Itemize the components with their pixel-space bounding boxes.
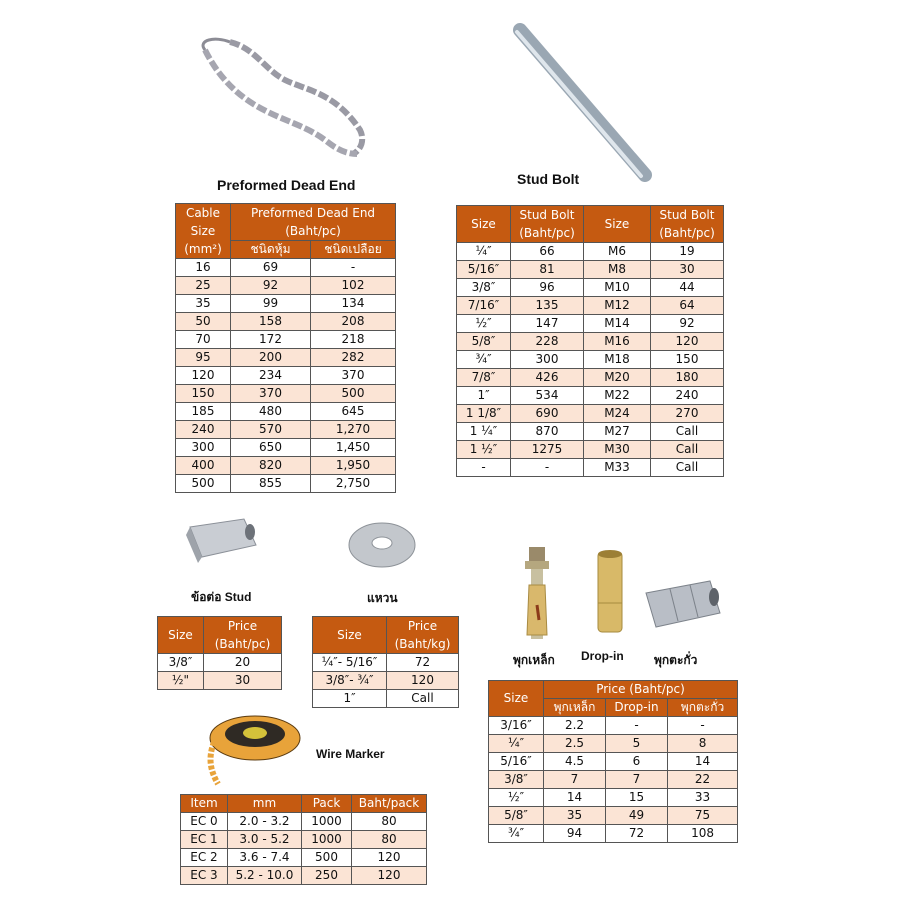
cell-cable-size: 25 — [176, 277, 231, 295]
cell-price-inch: 96 — [511, 279, 584, 297]
stud-bolt-caption: Stud Bolt — [517, 171, 580, 187]
header-stud-bolt-price-inch: Stud Bolt (Baht/pc) — [511, 206, 584, 243]
header-price: Price (Baht/kg) — [387, 617, 459, 654]
cell-size-metric: M8 — [584, 261, 651, 279]
cell-mm: 3.0 - 5.2 — [228, 831, 302, 849]
table-row — [457, 441, 724, 459]
cell-covered-price: 200 — [231, 349, 311, 367]
cell-cable-size: 240 — [176, 421, 231, 439]
table-row — [489, 807, 738, 825]
cell-size: 5/8″ — [489, 807, 544, 825]
cell-item: EC 2 — [181, 849, 228, 867]
wire-marker-image — [200, 708, 310, 788]
cell-bare-price: 218 — [311, 331, 396, 349]
cell-mm: 5.2 - 10.0 — [228, 867, 302, 885]
header-wedge-anchor: พุกเหล็ก — [544, 699, 606, 717]
table-row — [457, 243, 724, 261]
table-row — [457, 351, 724, 369]
cell-pack: 1000 — [302, 813, 352, 831]
header-drop-in: Drop-in — [606, 699, 668, 717]
cell-price-metric: Call — [651, 459, 724, 477]
header-size: Size — [158, 617, 204, 654]
wire-marker-caption: Wire Marker — [316, 747, 385, 761]
cell-size-inch: ½″ — [457, 315, 511, 333]
cell-lead-price: 14 — [668, 753, 738, 771]
table-row — [457, 297, 724, 315]
cell-price-metric: 92 — [651, 315, 724, 333]
header-bare: ชนิดเปลือย — [311, 241, 396, 259]
header-pack: Pack — [302, 795, 352, 813]
cell-price-inch: 300 — [511, 351, 584, 369]
cell-size: 5/16″ — [489, 753, 544, 771]
cell-price-metric: Call — [651, 441, 724, 459]
cell-size-metric: M20 — [584, 369, 651, 387]
cell-price-metric: 30 — [651, 261, 724, 279]
cell-covered-price: 820 — [231, 457, 311, 475]
cell-drop-in-price: - — [606, 717, 668, 735]
cell-size-inch: 3/8″ — [457, 279, 511, 297]
table-row — [313, 654, 459, 672]
cell-size-metric: M24 — [584, 405, 651, 423]
drop-in-anchor-image — [590, 548, 630, 638]
cell-lead-price: 33 — [668, 789, 738, 807]
cell-size: ½" — [158, 672, 204, 690]
drop-in-anchor-caption: Drop-in — [581, 649, 624, 663]
anchor-price-table — [488, 680, 738, 843]
table-row — [489, 717, 738, 735]
cell-size-metric: M30 — [584, 441, 651, 459]
cell-bare-price: 500 — [311, 385, 396, 403]
cell-price-inch: 426 — [511, 369, 584, 387]
cell-price-inch: 135 — [511, 297, 584, 315]
table-row — [176, 457, 396, 475]
cell-price-inch: - — [511, 459, 584, 477]
cell-price: 120 — [387, 672, 459, 690]
cell-cable-size: 120 — [176, 367, 231, 385]
cell-bare-price: 134 — [311, 295, 396, 313]
table-row — [176, 367, 396, 385]
cell-size-metric: M10 — [584, 279, 651, 297]
cell-size: 3/8″ — [489, 771, 544, 789]
table-row — [176, 295, 396, 313]
cell-wedge-price: 4.5 — [544, 753, 606, 771]
cell-size-inch: - — [457, 459, 511, 477]
table-row — [457, 279, 724, 297]
table-row — [181, 831, 427, 849]
cell-item: EC 0 — [181, 813, 228, 831]
cell-drop-in-price: 5 — [606, 735, 668, 753]
cell-price-inch: 147 — [511, 315, 584, 333]
cell-wedge-price: 7 — [544, 771, 606, 789]
header-baht-per-pack: Baht/pack — [352, 795, 427, 813]
cell-covered-price: 172 — [231, 331, 311, 349]
cell-price-metric: 64 — [651, 297, 724, 315]
table-row — [489, 753, 738, 771]
cell-size-metric: M33 — [584, 459, 651, 477]
header-size-inch: Size — [457, 206, 511, 243]
table-row — [489, 789, 738, 807]
cell-item: EC 1 — [181, 831, 228, 849]
table-row — [176, 313, 396, 331]
table-row — [181, 867, 427, 885]
preformed-dead-end-caption: Preformed Dead End — [217, 177, 356, 193]
stud-coupler-price-table — [157, 616, 282, 690]
cell-size-inch: 1″ — [457, 387, 511, 405]
cell-covered-price: 234 — [231, 367, 311, 385]
cell-size-inch: 7/16″ — [457, 297, 511, 315]
cell-pack: 500 — [302, 849, 352, 867]
stud-coupler-image — [182, 515, 262, 570]
cell-price-inch: 81 — [511, 261, 584, 279]
cell-cable-size: 500 — [176, 475, 231, 493]
cell-price: 30 — [204, 672, 282, 690]
table-row — [457, 261, 724, 279]
header-cable-size: Cable Size (mm²) — [176, 204, 231, 259]
cell-size: 1″ — [313, 690, 387, 708]
cell-size-metric: M12 — [584, 297, 651, 315]
cell-wedge-price: 94 — [544, 825, 606, 843]
header-anchor-price: Price (Baht/pc) — [544, 681, 738, 699]
table-row — [176, 439, 396, 457]
cell-covered-price: 69 — [231, 259, 311, 277]
cell-price-metric: Call — [651, 423, 724, 441]
table-row — [489, 735, 738, 753]
cell-wedge-price: 2.5 — [544, 735, 606, 753]
cell-size-inch: 1 ½″ — [457, 441, 511, 459]
cell-size-inch: 1 1/8″ — [457, 405, 511, 423]
header-stud-bolt-price-metric: Stud Bolt (Baht/pc) — [651, 206, 724, 243]
cell-bare-price: 645 — [311, 403, 396, 421]
header-mm: mm — [228, 795, 302, 813]
stud-bolt-image — [505, 20, 665, 185]
cell-price-metric: 240 — [651, 387, 724, 405]
cell-price-metric: 270 — [651, 405, 724, 423]
cell-wedge-price: 14 — [544, 789, 606, 807]
washer-caption: แหวน — [367, 591, 398, 605]
cell-lead-price: 75 — [668, 807, 738, 825]
header-price: Price (Baht/pc) — [204, 617, 282, 654]
cell-cable-size: 70 — [176, 331, 231, 349]
cell-cable-size: 300 — [176, 439, 231, 457]
header-lead-anchor: พุกตะกั่ว — [668, 699, 738, 717]
cell-price-metric: 19 — [651, 243, 724, 261]
table-row — [457, 459, 724, 477]
cell-size-inch: ¼″ — [457, 243, 511, 261]
cell-pack: 1000 — [302, 831, 352, 849]
cell-bare-price: 1,950 — [311, 457, 396, 475]
cell-price-metric: 120 — [651, 333, 724, 351]
cell-pack: 250 — [302, 867, 352, 885]
cell-price-inch: 870 — [511, 423, 584, 441]
cell-covered-price: 570 — [231, 421, 311, 439]
cell-cable-size: 150 — [176, 385, 231, 403]
cell-bare-price: - — [311, 259, 396, 277]
cell-baht-per-pack: 120 — [352, 867, 427, 885]
cell-bare-price: 102 — [311, 277, 396, 295]
cell-wedge-price: 2.2 — [544, 717, 606, 735]
cell-size-inch: 7/8″ — [457, 369, 511, 387]
cell-mm: 3.6 - 7.4 — [228, 849, 302, 867]
cell-cable-size: 50 — [176, 313, 231, 331]
table-row — [457, 387, 724, 405]
cell-cable-size: 95 — [176, 349, 231, 367]
cell-size: ¾″ — [489, 825, 544, 843]
table-row — [176, 421, 396, 439]
lead-anchor-image — [640, 575, 725, 635]
washer-price-table — [312, 616, 459, 708]
cell-bare-price: 370 — [311, 367, 396, 385]
table-row — [176, 331, 396, 349]
cell-baht-per-pack: 80 — [352, 831, 427, 849]
cell-cable-size: 185 — [176, 403, 231, 421]
wedge-anchor-caption: พุกเหล็ก — [513, 653, 555, 667]
cell-drop-in-price: 72 — [606, 825, 668, 843]
cell-lead-price: 22 — [668, 771, 738, 789]
cell-lead-price: 8 — [668, 735, 738, 753]
cell-drop-in-price: 15 — [606, 789, 668, 807]
wedge-anchor-image — [515, 545, 560, 645]
cell-covered-price: 855 — [231, 475, 311, 493]
cell-item: EC 3 — [181, 867, 228, 885]
header-dead-end-price: Preformed Dead End (Baht/pc) — [231, 204, 396, 241]
cell-size: ¼″ — [489, 735, 544, 753]
cell-size-metric: M14 — [584, 315, 651, 333]
table-row — [181, 849, 427, 867]
cell-covered-price: 92 — [231, 277, 311, 295]
cell-size-inch: 1 ¼″ — [457, 423, 511, 441]
table-row — [457, 315, 724, 333]
cell-size-metric: M18 — [584, 351, 651, 369]
cell-size-metric: M16 — [584, 333, 651, 351]
cell-covered-price: 480 — [231, 403, 311, 421]
table-row — [176, 259, 396, 277]
cell-covered-price: 370 — [231, 385, 311, 403]
cell-size-metric: M6 — [584, 243, 651, 261]
cell-price-inch: 66 — [511, 243, 584, 261]
cell-size-metric: M27 — [584, 423, 651, 441]
cell-size: 3/8″ — [158, 654, 204, 672]
cell-price: 72 — [387, 654, 459, 672]
table-row — [457, 369, 724, 387]
cell-bare-price: 1,270 — [311, 421, 396, 439]
cell-cable-size: 16 — [176, 259, 231, 277]
table-row — [181, 813, 427, 831]
cell-price: 20 — [204, 654, 282, 672]
cell-size: ½″ — [489, 789, 544, 807]
cell-bare-price: 1,450 — [311, 439, 396, 457]
table-row — [158, 654, 282, 672]
cell-price-inch: 1275 — [511, 441, 584, 459]
washer-image — [345, 518, 420, 573]
header-item: Item — [181, 795, 228, 813]
cell-cable-size: 35 — [176, 295, 231, 313]
header-size-metric: Size — [584, 206, 651, 243]
table-row — [489, 825, 738, 843]
cell-lead-price: 108 — [668, 825, 738, 843]
table-row — [313, 690, 459, 708]
header-size: Size — [489, 681, 544, 717]
table-row — [457, 423, 724, 441]
cell-price-metric: 150 — [651, 351, 724, 369]
table-row — [176, 403, 396, 421]
cell-mm: 2.0 - 3.2 — [228, 813, 302, 831]
cell-size-inch: ¾″ — [457, 351, 511, 369]
cell-size-inch: 5/8″ — [457, 333, 511, 351]
cell-size-inch: 5/16″ — [457, 261, 511, 279]
cell-price-inch: 534 — [511, 387, 584, 405]
cell-bare-price: 208 — [311, 313, 396, 331]
table-row — [176, 385, 396, 403]
cell-covered-price: 158 — [231, 313, 311, 331]
header-size: Size — [313, 617, 387, 654]
cell-bare-price: 2,750 — [311, 475, 396, 493]
stud-bolt-price-table — [456, 205, 724, 477]
table-row — [176, 475, 396, 493]
table-row — [457, 405, 724, 423]
cell-size: 3/16″ — [489, 717, 544, 735]
header-covered: ชนิดหุ้ม — [231, 241, 311, 259]
cell-lead-price: - — [668, 717, 738, 735]
cell-size: 3/8″- ¾″ — [313, 672, 387, 690]
cell-covered-price: 650 — [231, 439, 311, 457]
table-row — [489, 771, 738, 789]
cell-size-metric: M22 — [584, 387, 651, 405]
cell-cable-size: 400 — [176, 457, 231, 475]
table-row — [176, 277, 396, 295]
dead-end-price-table — [175, 203, 396, 493]
cell-price-inch: 228 — [511, 333, 584, 351]
cell-baht-per-pack: 120 — [352, 849, 427, 867]
cell-baht-per-pack: 80 — [352, 813, 427, 831]
cell-price-metric: 180 — [651, 369, 724, 387]
cell-price: Call — [387, 690, 459, 708]
cell-wedge-price: 35 — [544, 807, 606, 825]
cell-size: ¼″- 5/16″ — [313, 654, 387, 672]
wire-marker-price-table — [180, 794, 427, 885]
cell-price-inch: 690 — [511, 405, 584, 423]
cell-price-metric: 44 — [651, 279, 724, 297]
cell-covered-price: 99 — [231, 295, 311, 313]
table-row — [158, 672, 282, 690]
cell-bare-price: 282 — [311, 349, 396, 367]
table-row — [313, 672, 459, 690]
cell-drop-in-price: 49 — [606, 807, 668, 825]
stud-coupler-caption: ข้อต่อ Stud — [191, 590, 252, 604]
table-row — [176, 349, 396, 367]
cell-drop-in-price: 6 — [606, 753, 668, 771]
lead-anchor-caption: พุกตะกั่ว — [654, 653, 698, 667]
preformed-dead-end-image — [185, 30, 385, 165]
cell-drop-in-price: 7 — [606, 771, 668, 789]
table-row — [457, 333, 724, 351]
